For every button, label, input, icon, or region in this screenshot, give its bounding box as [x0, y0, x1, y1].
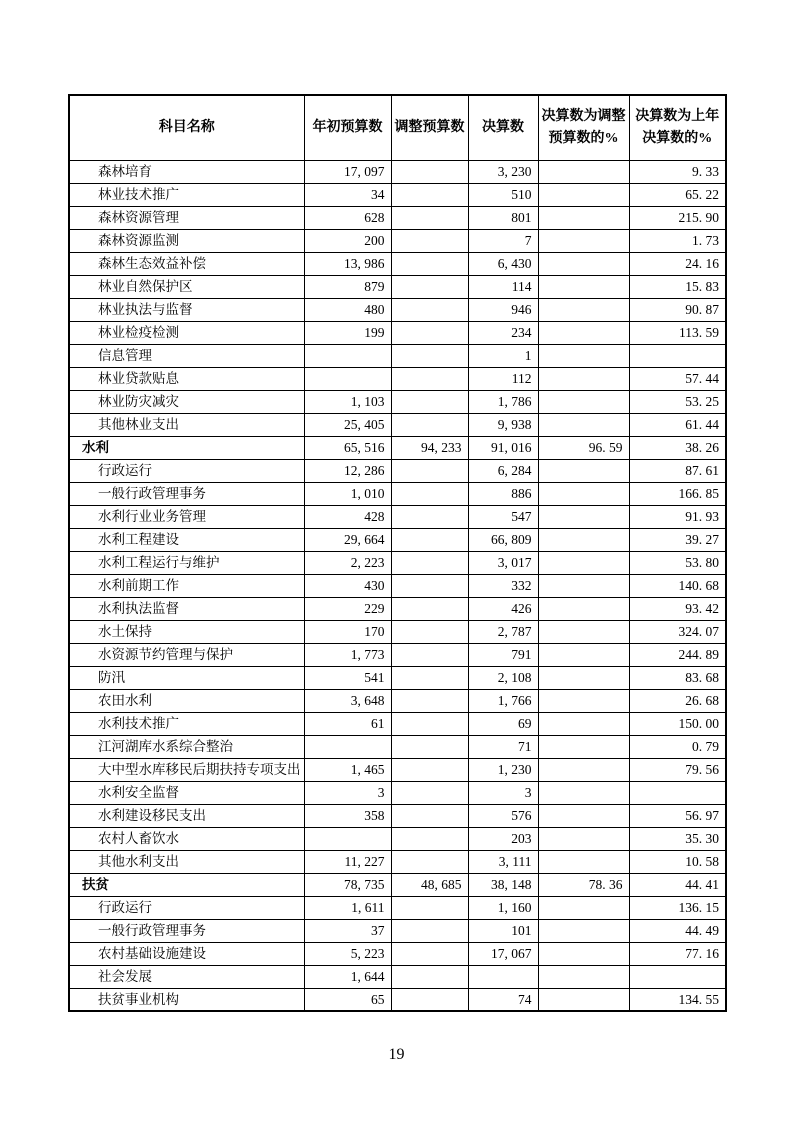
subject-name-cell: 信息管理: [69, 344, 304, 367]
subject-name-cell: 林业贷款贴息: [69, 367, 304, 390]
value-cell: 35. 30: [629, 827, 726, 850]
subject-name-cell: 防汛: [69, 666, 304, 689]
value-cell: [304, 344, 391, 367]
subject-name-cell: 农田水利: [69, 689, 304, 712]
value-cell: 791: [468, 643, 538, 666]
value-cell: [304, 827, 391, 850]
value-cell: 15. 83: [629, 275, 726, 298]
value-cell: 6, 284: [468, 459, 538, 482]
value-cell: [538, 758, 629, 781]
value-cell: [391, 804, 468, 827]
table-row: [69, 528, 726, 551]
subject-name-cell: 水利前期工作: [69, 574, 304, 597]
table-row: [69, 275, 726, 298]
value-cell: 1, 773: [304, 643, 391, 666]
value-cell: 215. 90: [629, 206, 726, 229]
table-row: [69, 160, 726, 183]
value-cell: 510: [468, 183, 538, 206]
value-cell: 78. 36: [538, 873, 629, 896]
value-cell: 87. 61: [629, 459, 726, 482]
value-cell: [391, 505, 468, 528]
subject-name-cell: 行政运行: [69, 459, 304, 482]
table-row: [69, 390, 726, 413]
value-cell: 428: [304, 505, 391, 528]
table-row: [69, 620, 726, 643]
value-cell: [391, 758, 468, 781]
subject-name-cell: 水利行业业务管理: [69, 505, 304, 528]
value-cell: 426: [468, 597, 538, 620]
table-row: [69, 597, 726, 620]
value-cell: [468, 965, 538, 988]
table-header: [69, 95, 726, 160]
value-cell: 1, 103: [304, 390, 391, 413]
table-row: [69, 827, 726, 850]
value-cell: 0. 79: [629, 735, 726, 758]
value-cell: 1, 766: [468, 689, 538, 712]
value-cell: 1, 786: [468, 390, 538, 413]
subject-name-cell: 一般行政管理事务: [69, 482, 304, 505]
value-cell: 90. 87: [629, 298, 726, 321]
value-cell: 91, 016: [468, 436, 538, 459]
table-row: [69, 321, 726, 344]
value-cell: [538, 804, 629, 827]
value-cell: 34: [304, 183, 391, 206]
table-row: [69, 298, 726, 321]
subject-name-cell: 林业防灾减灾: [69, 390, 304, 413]
table-row: [69, 988, 726, 1011]
value-cell: 13, 986: [304, 252, 391, 275]
column-header-initial-budget: 年初预算数: [304, 95, 391, 160]
value-cell: [629, 344, 726, 367]
value-cell: [391, 275, 468, 298]
table-row: [69, 850, 726, 873]
value-cell: [391, 643, 468, 666]
value-cell: 200: [304, 229, 391, 252]
value-cell: [391, 988, 468, 1011]
value-cell: [391, 321, 468, 344]
value-cell: 1, 465: [304, 758, 391, 781]
value-cell: [538, 712, 629, 735]
subject-name-cell: 其他水利支出: [69, 850, 304, 873]
value-cell: 61. 44: [629, 413, 726, 436]
table-row: [69, 643, 726, 666]
value-cell: [391, 942, 468, 965]
value-cell: 946: [468, 298, 538, 321]
value-cell: [391, 229, 468, 252]
subject-name-cell: 水土保持: [69, 620, 304, 643]
table-row: [69, 574, 726, 597]
table-row: [69, 413, 726, 436]
value-cell: 234: [468, 321, 538, 344]
value-cell: [538, 252, 629, 275]
value-cell: [538, 597, 629, 620]
value-cell: 203: [468, 827, 538, 850]
value-cell: 140. 68: [629, 574, 726, 597]
value-cell: 358: [304, 804, 391, 827]
value-cell: 44. 41: [629, 873, 726, 896]
value-cell: 9, 938: [468, 413, 538, 436]
value-cell: [538, 827, 629, 850]
value-cell: [538, 183, 629, 206]
table-row: [69, 206, 726, 229]
value-cell: 77. 16: [629, 942, 726, 965]
value-cell: 1, 010: [304, 482, 391, 505]
value-cell: [391, 712, 468, 735]
subject-name-cell: 水利: [69, 436, 304, 459]
value-cell: 3: [468, 781, 538, 804]
value-cell: 78, 735: [304, 873, 391, 896]
value-cell: 29, 664: [304, 528, 391, 551]
value-cell: [538, 505, 629, 528]
table-row: [69, 505, 726, 528]
value-cell: 61: [304, 712, 391, 735]
value-cell: 1, 644: [304, 965, 391, 988]
value-cell: 12, 286: [304, 459, 391, 482]
table-row: [69, 712, 726, 735]
subject-name-cell: 扶贫事业机构: [69, 988, 304, 1011]
value-cell: 3, 017: [468, 551, 538, 574]
value-cell: 244. 89: [629, 643, 726, 666]
table-row: [69, 758, 726, 781]
value-cell: [304, 367, 391, 390]
value-cell: 2, 787: [468, 620, 538, 643]
subject-name-cell: 水利工程建设: [69, 528, 304, 551]
value-cell: [391, 620, 468, 643]
value-cell: 576: [468, 804, 538, 827]
table-row: [69, 919, 726, 942]
subject-name-cell: 江河湖库水系综合整治: [69, 735, 304, 758]
subject-name-cell: 森林资源管理: [69, 206, 304, 229]
value-cell: 879: [304, 275, 391, 298]
value-cell: [391, 735, 468, 758]
value-cell: [538, 367, 629, 390]
table-row: [69, 896, 726, 919]
value-cell: 10. 58: [629, 850, 726, 873]
value-cell: 3: [304, 781, 391, 804]
table-row: [69, 942, 726, 965]
table-row: [69, 781, 726, 804]
table-row: [69, 735, 726, 758]
table-row: [69, 367, 726, 390]
subject-name-cell: 农村基础设施建设: [69, 942, 304, 965]
value-cell: 134. 55: [629, 988, 726, 1011]
table-body: [69, 160, 726, 1011]
table-row: [69, 689, 726, 712]
value-cell: [538, 781, 629, 804]
value-cell: [538, 896, 629, 919]
value-cell: [391, 551, 468, 574]
subject-name-cell: 水利技术推广: [69, 712, 304, 735]
table-row: [69, 183, 726, 206]
value-cell: [538, 390, 629, 413]
value-cell: 94, 233: [391, 436, 468, 459]
subject-name-cell: 其他林业支出: [69, 413, 304, 436]
value-cell: 5, 223: [304, 942, 391, 965]
subject-name-cell: 林业执法与监督: [69, 298, 304, 321]
value-cell: [391, 597, 468, 620]
value-cell: 136. 15: [629, 896, 726, 919]
value-cell: 229: [304, 597, 391, 620]
value-cell: [538, 206, 629, 229]
value-cell: [538, 298, 629, 321]
subject-name-cell: 水利建设移民支出: [69, 804, 304, 827]
value-cell: [391, 965, 468, 988]
value-cell: [391, 919, 468, 942]
value-cell: 48, 685: [391, 873, 468, 896]
value-cell: 199: [304, 321, 391, 344]
value-cell: [538, 735, 629, 758]
value-cell: [391, 183, 468, 206]
table-row: [69, 252, 726, 275]
value-cell: [538, 229, 629, 252]
value-cell: [538, 850, 629, 873]
value-cell: 2, 108: [468, 666, 538, 689]
value-cell: [391, 367, 468, 390]
value-cell: 74: [468, 988, 538, 1011]
value-cell: [391, 413, 468, 436]
value-cell: [391, 344, 468, 367]
value-cell: 11, 227: [304, 850, 391, 873]
table-row: [69, 229, 726, 252]
value-cell: 69: [468, 712, 538, 735]
value-cell: 38. 26: [629, 436, 726, 459]
value-cell: [391, 827, 468, 850]
value-cell: [391, 252, 468, 275]
value-cell: [538, 942, 629, 965]
value-cell: 541: [304, 666, 391, 689]
value-cell: 801: [468, 206, 538, 229]
page-number: 19: [388, 1046, 405, 1063]
subject-name-cell: 水利安全监督: [69, 781, 304, 804]
value-cell: [538, 965, 629, 988]
value-cell: 56. 97: [629, 804, 726, 827]
value-cell: [538, 413, 629, 436]
value-cell: [538, 482, 629, 505]
value-cell: 9. 33: [629, 160, 726, 183]
value-cell: [538, 459, 629, 482]
value-cell: 65, 516: [304, 436, 391, 459]
value-cell: 628: [304, 206, 391, 229]
subject-name-cell: 农村人畜饮水: [69, 827, 304, 850]
header-row: [69, 95, 726, 160]
value-cell: [538, 344, 629, 367]
value-cell: 7: [468, 229, 538, 252]
value-cell: [538, 919, 629, 942]
subject-name-cell: 森林生态效益补偿: [69, 252, 304, 275]
value-cell: [538, 321, 629, 344]
value-cell: [391, 298, 468, 321]
value-cell: 79. 56: [629, 758, 726, 781]
value-cell: 6, 430: [468, 252, 538, 275]
table-row: [69, 482, 726, 505]
value-cell: 1: [468, 344, 538, 367]
value-cell: 44. 49: [629, 919, 726, 942]
column-header-final-accounts: 决算数: [468, 95, 538, 160]
column-header-subject-name: 科目名称: [69, 95, 304, 160]
value-cell: 170: [304, 620, 391, 643]
value-cell: [391, 574, 468, 597]
subject-name-cell: 行政运行: [69, 896, 304, 919]
value-cell: [391, 482, 468, 505]
value-cell: [391, 206, 468, 229]
value-cell: 332: [468, 574, 538, 597]
table-row: [69, 666, 726, 689]
table-row: [69, 804, 726, 827]
value-cell: 57. 44: [629, 367, 726, 390]
value-cell: 96. 59: [538, 436, 629, 459]
value-cell: [391, 459, 468, 482]
value-cell: 101: [468, 919, 538, 942]
table-row: [69, 965, 726, 988]
value-cell: [538, 620, 629, 643]
value-cell: 480: [304, 298, 391, 321]
value-cell: 26. 68: [629, 689, 726, 712]
value-cell: 112: [468, 367, 538, 390]
subject-name-cell: 社会发展: [69, 965, 304, 988]
table-row: [69, 873, 726, 896]
table-row: [69, 436, 726, 459]
column-header-pct-of-adjusted: 决算数为调整预算数的%: [538, 95, 629, 160]
value-cell: 166. 85: [629, 482, 726, 505]
value-cell: 1, 230: [468, 758, 538, 781]
value-cell: 150. 00: [629, 712, 726, 735]
value-cell: 430: [304, 574, 391, 597]
subject-name-cell: 林业自然保护区: [69, 275, 304, 298]
value-cell: 24. 16: [629, 252, 726, 275]
value-cell: [391, 689, 468, 712]
column-header-pct-of-prev-year: 决算数为上年决算数的%: [629, 95, 726, 160]
value-cell: [538, 528, 629, 551]
value-cell: 65. 22: [629, 183, 726, 206]
value-cell: 1, 160: [468, 896, 538, 919]
subject-name-cell: 一般行政管理事务: [69, 919, 304, 942]
value-cell: [538, 160, 629, 183]
value-cell: 65: [304, 988, 391, 1011]
value-cell: [538, 689, 629, 712]
value-cell: 3, 648: [304, 689, 391, 712]
table-row: [69, 459, 726, 482]
value-cell: 1, 611: [304, 896, 391, 919]
value-cell: 2, 223: [304, 551, 391, 574]
value-cell: 38, 148: [468, 873, 538, 896]
value-cell: [391, 850, 468, 873]
budget-table: [68, 94, 727, 1012]
subject-name-cell: 林业技术推广: [69, 183, 304, 206]
value-cell: 3, 111: [468, 850, 538, 873]
table-row: [69, 551, 726, 574]
value-cell: 91. 93: [629, 505, 726, 528]
subject-name-cell: 扶贫: [69, 873, 304, 896]
value-cell: [538, 275, 629, 298]
value-cell: 83. 68: [629, 666, 726, 689]
value-cell: [629, 781, 726, 804]
value-cell: 66, 809: [468, 528, 538, 551]
column-header-adjusted-budget: 调整预算数: [391, 95, 468, 160]
value-cell: 1. 73: [629, 229, 726, 252]
value-cell: [391, 528, 468, 551]
value-cell: 114: [468, 275, 538, 298]
value-cell: 324. 07: [629, 620, 726, 643]
value-cell: 547: [468, 505, 538, 528]
subject-name-cell: 森林资源监测: [69, 229, 304, 252]
subject-name-cell: 水资源节约管理与保护: [69, 643, 304, 666]
value-cell: 53. 25: [629, 390, 726, 413]
value-cell: 39. 27: [629, 528, 726, 551]
subject-name-cell: 大中型水库移民后期扶持专项支出: [69, 758, 304, 781]
value-cell: [538, 574, 629, 597]
value-cell: [391, 896, 468, 919]
value-cell: [538, 988, 629, 1011]
value-cell: 93. 42: [629, 597, 726, 620]
value-cell: [538, 551, 629, 574]
value-cell: [538, 666, 629, 689]
subject-name-cell: 林业检疫检测: [69, 321, 304, 344]
value-cell: 17, 097: [304, 160, 391, 183]
subject-name-cell: 水利工程运行与维护: [69, 551, 304, 574]
value-cell: 37: [304, 919, 391, 942]
value-cell: 71: [468, 735, 538, 758]
value-cell: [391, 666, 468, 689]
value-cell: [391, 390, 468, 413]
value-cell: 113. 59: [629, 321, 726, 344]
value-cell: [629, 965, 726, 988]
subject-name-cell: 水利执法监督: [69, 597, 304, 620]
value-cell: [391, 160, 468, 183]
value-cell: 886: [468, 482, 538, 505]
table-row: [69, 344, 726, 367]
value-cell: 25, 405: [304, 413, 391, 436]
subject-name-cell: 森林培育: [69, 160, 304, 183]
value-cell: 17, 067: [468, 942, 538, 965]
value-cell: 53. 80: [629, 551, 726, 574]
value-cell: [538, 643, 629, 666]
value-cell: [391, 781, 468, 804]
value-cell: [304, 735, 391, 758]
value-cell: 3, 230: [468, 160, 538, 183]
